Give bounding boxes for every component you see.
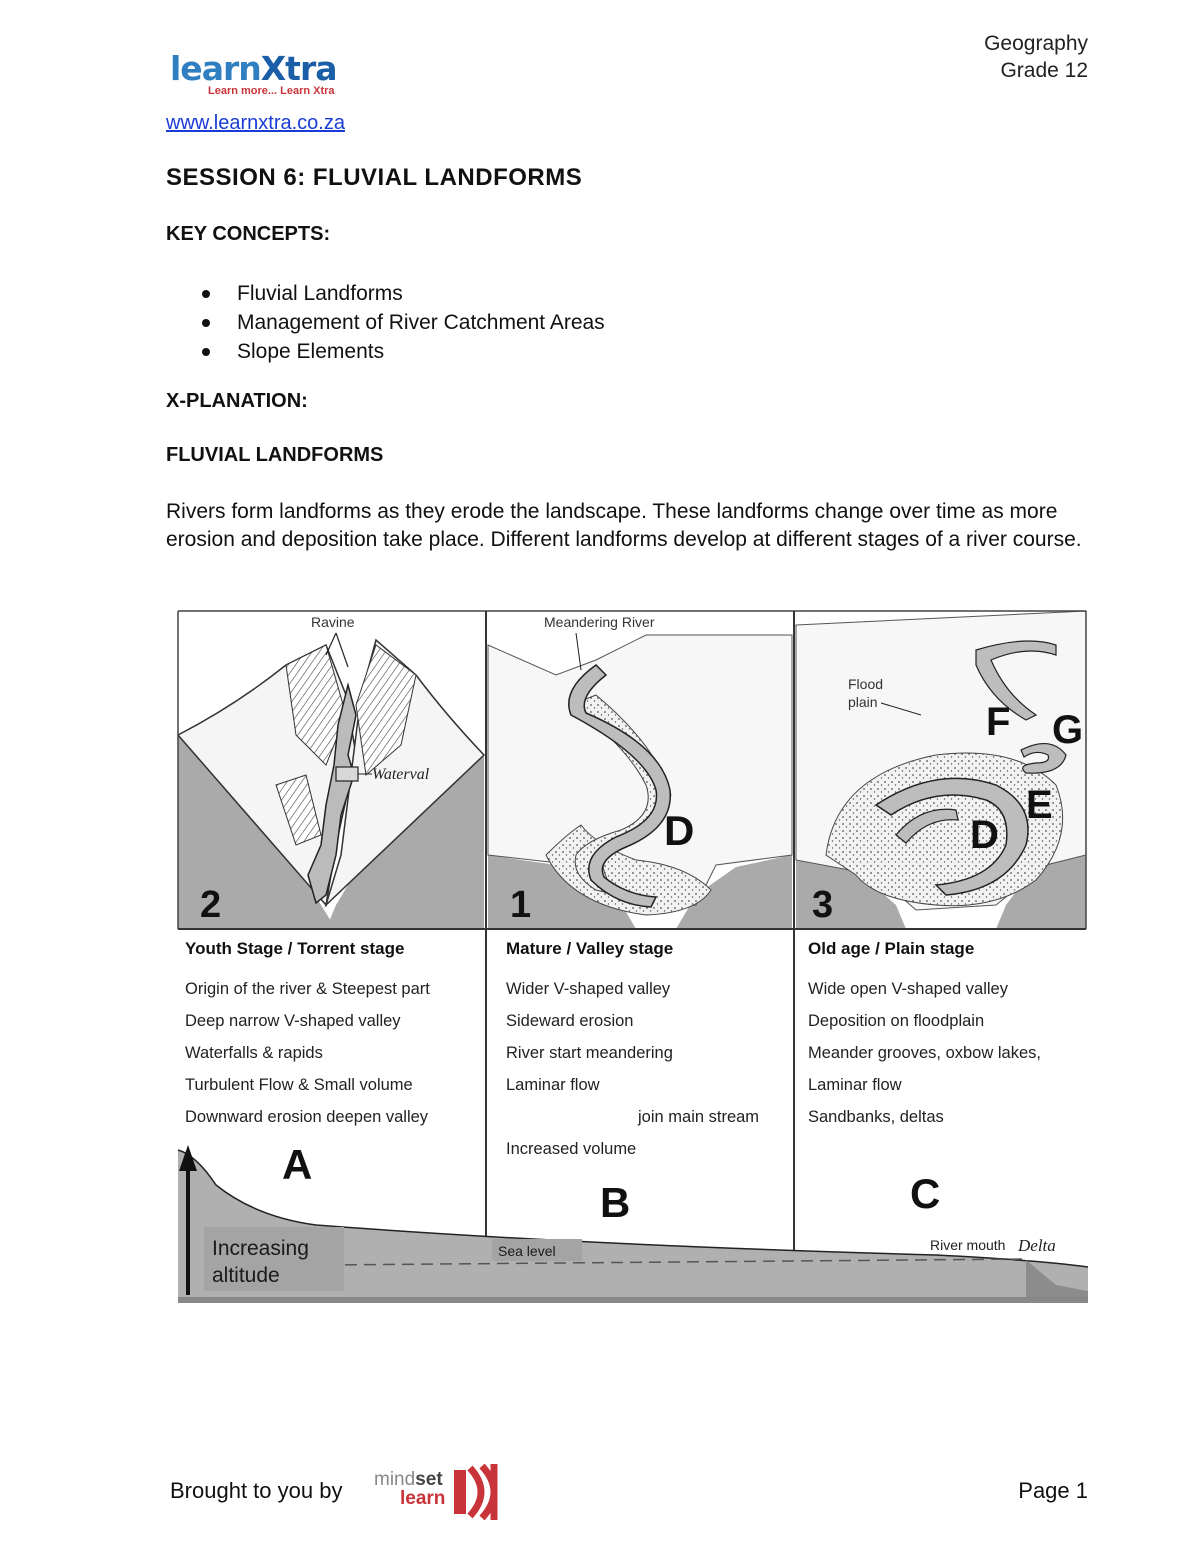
logo-part-2: Xtra <box>260 49 337 88</box>
marker-d-old: D <box>970 813 999 857</box>
waterval-callout: Waterval <box>372 766 430 783</box>
subject-block <box>984 30 1088 84</box>
altitude-label-2: altitude <box>212 1264 280 1287</box>
list-item: Origin of the river & Steepest part <box>185 980 430 998</box>
river-mouth-label: River mouth <box>930 1237 1006 1253</box>
session-title: SESSION 6: FLUVIAL LANDFORMS <box>166 164 583 191</box>
list-item: Laminar flow <box>506 1076 600 1094</box>
grade-label: Grade 12 <box>1000 59 1088 82</box>
page-number: Page 1 <box>1018 1478 1088 1503</box>
list-item: Wider V-shaped valley <box>506 980 671 998</box>
sea-level-label: Sea level <box>498 1243 556 1259</box>
flood-callout: Flood <box>848 676 884 692</box>
list-item: join main stream <box>638 1108 760 1126</box>
brought-to-you-by: Brought to you by <box>170 1478 343 1503</box>
youth-stage-title: Youth Stage / Torrent stage <box>185 939 405 958</box>
list-item: Waterfalls & rapids <box>185 1044 323 1062</box>
old-age-stage-lines <box>808 973 1086 1133</box>
section-heading: FLUVIAL LANDFORMS <box>166 444 384 466</box>
old-age-stage-text <box>808 939 1086 1133</box>
mindset-logo-icon <box>454 1464 508 1525</box>
marker-f: F <box>986 700 1011 744</box>
stage-letter-b: B <box>600 1179 631 1226</box>
list-item: Fluvial Landforms <box>200 279 605 308</box>
key-concepts-heading: KEY CONCEPTS: <box>166 223 331 245</box>
plain-callout: plain <box>848 694 878 710</box>
mature-stage-title: Mature / Valley stage <box>506 939 674 958</box>
mindset-learn-logo <box>374 1470 445 1508</box>
marker-g: G <box>1052 708 1084 752</box>
marker-e: E <box>1026 783 1053 827</box>
list-item: Increased volume <box>506 1140 637 1158</box>
mature-stage-lines <box>506 973 790 1165</box>
panel-number-3: 3 <box>812 884 834 926</box>
xplanation-heading: X-PLANATION: <box>166 390 308 412</box>
list-item: Meander grooves, oxbow lakes, <box>808 1044 1041 1062</box>
old-age-stage-title: Old age / Plain stage <box>808 939 975 958</box>
panel-number-2: 2 <box>200 884 222 926</box>
logo-part-1: learn <box>170 49 261 88</box>
list-item: Deposition on floodplain <box>808 1012 985 1030</box>
logo-tagline: Learn more... Learn Xtra <box>208 85 335 97</box>
subject-label: Geography <box>984 32 1088 55</box>
youth-stage-text <box>185 939 480 1133</box>
list-item: Turbulent Flow & Small volume <box>185 1076 413 1094</box>
mature-stage-text <box>506 939 790 1165</box>
sponsor-word-3: learn <box>400 1488 446 1509</box>
delta-label: Delta <box>1018 1236 1056 1255</box>
youth-stage-lines <box>185 973 480 1133</box>
key-concepts-list <box>200 279 605 366</box>
old-age-stage-panel <box>796 611 1086 929</box>
list-item: Slope Elements <box>200 337 605 366</box>
list-item: Laminar flow <box>808 1076 902 1094</box>
list-item: Sandbanks, deltas <box>808 1108 944 1126</box>
list-item: River start meandering <box>506 1044 673 1062</box>
list-item: Downward erosion deepen valley <box>185 1108 429 1126</box>
sponsor-word-1: mind <box>374 1469 416 1490</box>
learnxtra-logo <box>170 49 337 97</box>
stage-letter-c: C <box>910 1170 941 1217</box>
website-link[interactable]: www.learnxtra.co.za <box>166 112 345 134</box>
river-stages-figure <box>176 605 1088 1305</box>
marker-d-mature: D <box>664 807 695 854</box>
stage-letter-a: A <box>282 1141 313 1188</box>
youth-stage-panel <box>178 611 484 929</box>
altitude-label-1: Increasing <box>212 1237 309 1260</box>
list-item: Sideward erosion <box>506 1012 634 1030</box>
mature-stage-panel <box>488 611 792 929</box>
list-item: Deep narrow V-shaped valley <box>185 1012 401 1030</box>
sponsor-word-2: set <box>415 1469 443 1490</box>
list-item: Management of River Catchment Areas <box>200 308 605 337</box>
list-item: Wide open V-shaped valley <box>808 980 1008 998</box>
intro-paragraph: Rivers form landforms as they erode the landscape. These landforms change over time as more erosion and deposition take place. Different landforms develop at different stages of a river course. <box>166 500 1082 551</box>
panel-number-1: 1 <box>510 884 532 926</box>
meandering-river-callout: Meandering River <box>544 614 655 630</box>
ravine-callout: Ravine <box>311 614 355 630</box>
